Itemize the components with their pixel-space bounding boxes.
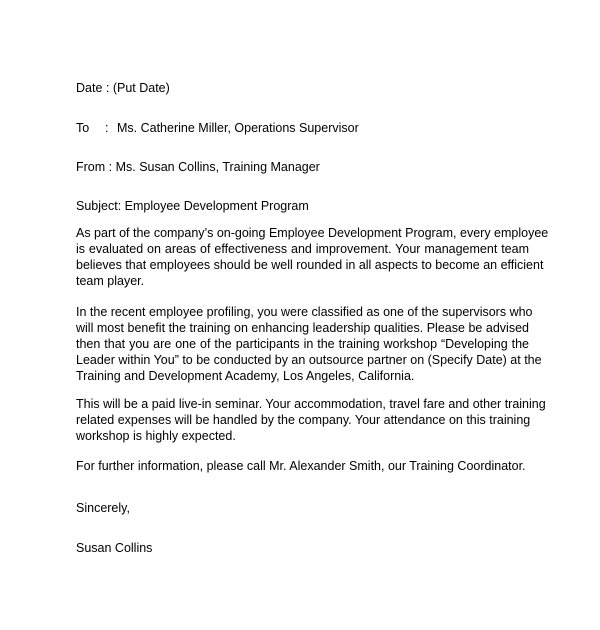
paragraph-line: is evaluated on areas of effectiveness and improvement. Your management team bbox=[76, 242, 529, 256]
to-recipient: Ms. Catherine Miller, Operations Supervisor bbox=[117, 121, 359, 135]
paragraph-3 bbox=[76, 396, 546, 444]
paragraph-4 bbox=[76, 458, 529, 474]
paragraph-line: Training and Development Academy, Los Angeles, California. bbox=[76, 369, 415, 383]
from-line: From : Ms. Susan Collins, Training Manager bbox=[76, 160, 320, 174]
paragraph-line: will most benefit the training on enhancing leadership qualities. Please be advised bbox=[76, 321, 529, 335]
to-label: To bbox=[76, 121, 90, 135]
paragraph-line: As part of the company’s on-going Employee Development Program, every employee bbox=[76, 226, 549, 240]
to-colon: : bbox=[105, 121, 109, 135]
paragraph-line: In the recent employee profiling, you were classified as one of the supervisors who bbox=[76, 305, 533, 319]
paragraph-2 bbox=[76, 304, 542, 384]
signature-name: Susan Collins bbox=[76, 541, 153, 555]
paragraph-line: believes that employees should be well rounded in all aspects to become an efficient bbox=[76, 258, 544, 272]
date-line: Date : (Put Date) bbox=[76, 81, 170, 95]
paragraph-1 bbox=[76, 225, 549, 289]
paragraph-line: This will be a paid live-in seminar. Your accommodation, travel fare and other training bbox=[76, 397, 546, 411]
paragraph-line: workshop is highly expected. bbox=[76, 429, 236, 443]
paragraph-line: For further information, please call Mr. Alexander Smith, our Training Coordinator. bbox=[76, 459, 526, 473]
paragraph-line: Leader within You” to be conducted by an outsource partner on (Specify Date) at the bbox=[76, 353, 542, 367]
paragraph-line: team player. bbox=[76, 274, 145, 288]
sign-off: Sincerely, bbox=[76, 501, 130, 515]
subject-line: Subject: Employee Development Program bbox=[76, 199, 309, 213]
paragraph-line: related expenses will be handled by the company. Your attendance on this training bbox=[76, 413, 531, 427]
paragraph-line: then that you are one of the participants in the training workshop “Developing the bbox=[76, 337, 529, 351]
